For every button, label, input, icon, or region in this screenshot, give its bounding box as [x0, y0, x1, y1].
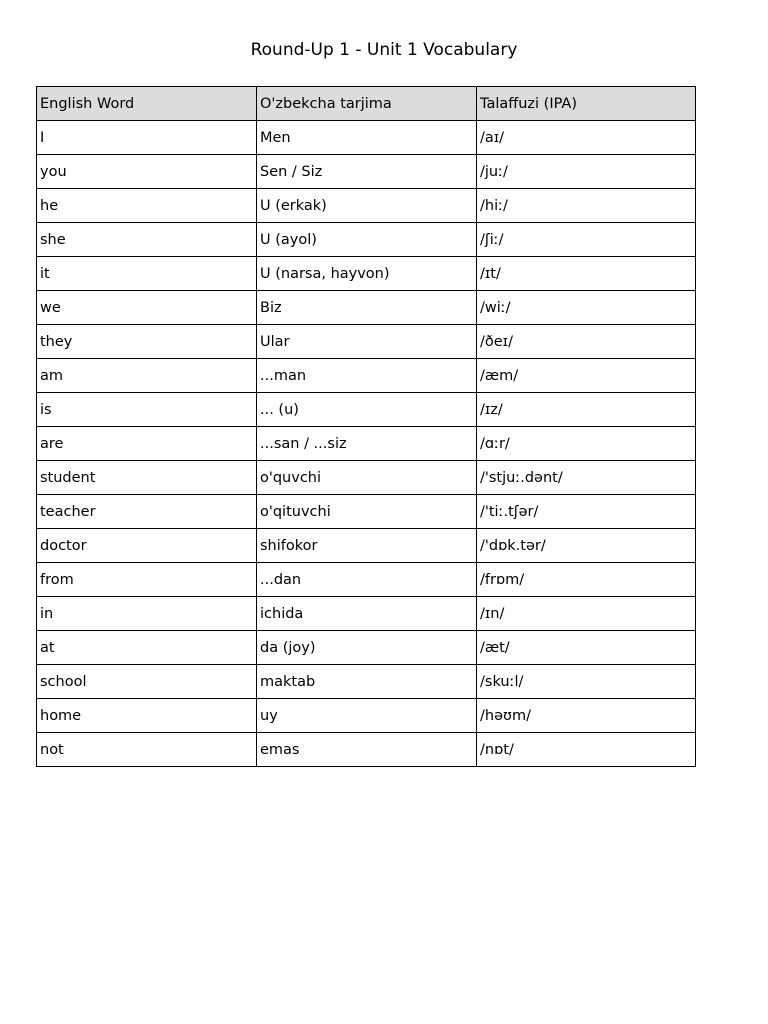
table-header-row — [37, 87, 696, 121]
ipa-cell: /ðeɪ/ — [477, 325, 696, 359]
ipa-cell: /ɪt/ — [477, 257, 696, 291]
uzbek-translation-cell: emas — [257, 733, 477, 767]
ipa-cell: /aɪ/ — [477, 121, 696, 155]
ipa-cell: /æt/ — [477, 631, 696, 665]
english-word-cell: teacher — [37, 495, 257, 529]
english-word-cell: you — [37, 155, 257, 189]
table-row — [37, 733, 696, 767]
uzbek-translation-cell: ichida — [257, 597, 477, 631]
uzbek-translation-cell: ...san / ...siz — [257, 427, 477, 461]
ipa-cell: /juː/ — [477, 155, 696, 189]
english-word-cell: is — [37, 393, 257, 427]
ipa-cell: /ɪz/ — [477, 393, 696, 427]
ipa-cell: /ʃiː/ — [477, 223, 696, 257]
ipa-cell: /ɑːr/ — [477, 427, 696, 461]
uzbek-translation-cell: maktab — [257, 665, 477, 699]
table-row — [37, 291, 696, 325]
header-english-word: English Word — [37, 87, 257, 121]
table-row — [37, 563, 696, 597]
table-row — [37, 529, 696, 563]
header-pronunciation-ipa: Talaffuzi (IPA) — [477, 87, 696, 121]
english-word-cell: are — [37, 427, 257, 461]
table-row — [37, 665, 696, 699]
uzbek-translation-cell: ...dan — [257, 563, 477, 597]
uzbek-translation-cell: U (narsa, hayvon) — [257, 257, 477, 291]
table-row — [37, 597, 696, 631]
uzbek-translation-cell: ...man — [257, 359, 477, 393]
english-word-cell: he — [37, 189, 257, 223]
ipa-cell: /həʊm/ — [477, 699, 696, 733]
english-word-cell: school — [37, 665, 257, 699]
table-row — [37, 257, 696, 291]
english-word-cell: it — [37, 257, 257, 291]
uzbek-translation-cell: Ular — [257, 325, 477, 359]
table-row — [37, 461, 696, 495]
ipa-cell: /frɒm/ — [477, 563, 696, 597]
ipa-cell: /skuːl/ — [477, 665, 696, 699]
english-word-cell: home — [37, 699, 257, 733]
uzbek-translation-cell: U (ayol) — [257, 223, 477, 257]
ipa-cell: /æm/ — [477, 359, 696, 393]
english-word-cell: from — [37, 563, 257, 597]
ipa-cell: /'stjuː.dənt/ — [477, 461, 696, 495]
ipa-cell: /'tiː.tʃər/ — [477, 495, 696, 529]
uzbek-translation-cell: shifokor — [257, 529, 477, 563]
english-word-cell: am — [37, 359, 257, 393]
english-word-cell: at — [37, 631, 257, 665]
uzbek-translation-cell: uy — [257, 699, 477, 733]
uzbek-translation-cell: Men — [257, 121, 477, 155]
table-row — [37, 223, 696, 257]
ipa-cell: /nɒt/ — [477, 733, 696, 767]
table-row — [37, 121, 696, 155]
uzbek-translation-cell: ... (u) — [257, 393, 477, 427]
english-word-cell: we — [37, 291, 257, 325]
uzbek-translation-cell: o'qituvchi — [257, 495, 477, 529]
table-row — [37, 427, 696, 461]
english-word-cell: she — [37, 223, 257, 257]
english-word-cell: doctor — [37, 529, 257, 563]
ipa-cell: /'dɒk.tər/ — [477, 529, 696, 563]
table-row — [37, 325, 696, 359]
header-uzbek-translation: O'zbekcha tarjima — [257, 87, 477, 121]
table-row — [37, 495, 696, 529]
vocabulary-table — [36, 86, 696, 767]
uzbek-translation-cell: Biz — [257, 291, 477, 325]
table-body — [37, 121, 696, 767]
uzbek-translation-cell: o'quvchi — [257, 461, 477, 495]
ipa-cell: /wiː/ — [477, 291, 696, 325]
table-row — [37, 189, 696, 223]
english-word-cell: I — [37, 121, 257, 155]
english-word-cell: they — [37, 325, 257, 359]
english-word-cell: not — [37, 733, 257, 767]
english-word-cell: in — [37, 597, 257, 631]
uzbek-translation-cell: da (joy) — [257, 631, 477, 665]
table-row — [37, 393, 696, 427]
table-row — [37, 631, 696, 665]
table-row — [37, 155, 696, 189]
ipa-cell: /ɪn/ — [477, 597, 696, 631]
english-word-cell: student — [37, 461, 257, 495]
uzbek-translation-cell: U (erkak) — [257, 189, 477, 223]
page-title: Round-Up 1 - Unit 1 Vocabulary — [250, 40, 518, 60]
ipa-cell: /hiː/ — [477, 189, 696, 223]
uzbek-translation-cell: Sen / Siz — [257, 155, 477, 189]
table-row — [37, 699, 696, 733]
table-row — [37, 359, 696, 393]
